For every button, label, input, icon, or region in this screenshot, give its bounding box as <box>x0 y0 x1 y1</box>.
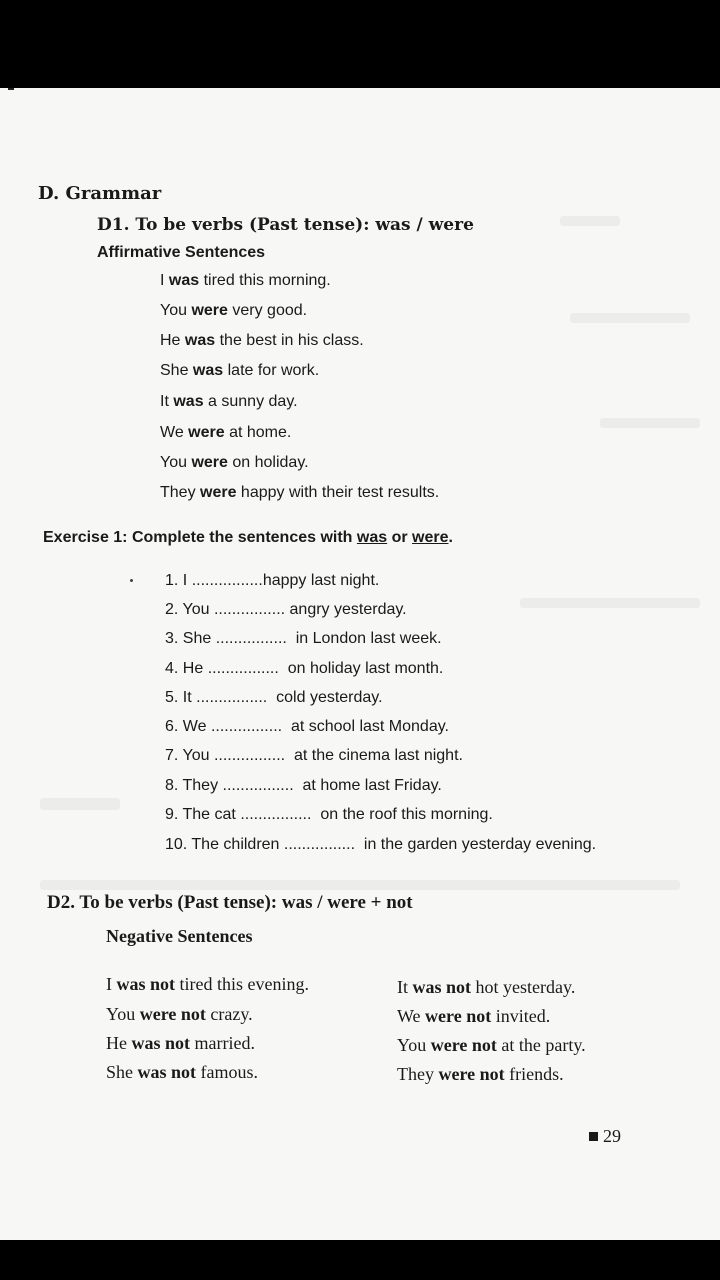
sentence-text: 6. We <box>165 718 211 735</box>
verb-bold: was <box>173 393 204 410</box>
sentence-text: You <box>397 1035 431 1055</box>
sentence-line <box>106 1062 258 1083</box>
verb-bold: were <box>188 424 225 441</box>
verb-bold: was <box>168 272 200 289</box>
sentence-text: happy last night. <box>262 572 380 589</box>
answer-blank: ................ <box>210 718 283 735</box>
sentence-text: in London last week. <box>286 630 442 647</box>
sentence-line <box>165 747 463 765</box>
sentence-line <box>397 1064 564 1085</box>
d2-heading: D2. To be verbs (Past tense): was / were + not <box>47 892 413 913</box>
answer-blank: ................ <box>213 747 286 764</box>
sentence-text: tired this evening. <box>175 974 309 994</box>
sentence-text: at home. <box>224 424 292 441</box>
sentence-text: They <box>160 484 201 501</box>
sentence-line <box>160 424 291 442</box>
answer-blank: ................ <box>283 836 356 853</box>
sentence-line <box>160 272 331 290</box>
answer-blank: ................ <box>215 630 287 647</box>
section-title: D. Grammar <box>38 183 162 204</box>
sentence-line <box>165 660 443 678</box>
sentence-line <box>165 572 379 590</box>
sentence-text: tired this morning. <box>199 272 331 289</box>
sentence-text: She <box>160 362 193 379</box>
sentence-line <box>165 777 442 795</box>
sentence-text: on the roof this morning. <box>311 806 493 823</box>
sentence-text: famous. <box>196 1062 259 1082</box>
sentence-text: We <box>160 424 189 441</box>
sentence-line <box>397 977 575 998</box>
answer-blank: ................ <box>191 572 263 589</box>
sentence-text: 10. The children <box>165 836 284 853</box>
sentence-text: 7. You <box>165 747 214 764</box>
sentence-line <box>165 601 407 619</box>
sentence-line <box>165 806 493 824</box>
verb-bold: were not <box>430 1035 497 1055</box>
sentence-line <box>165 689 383 707</box>
sentence-text: cold yesterday. <box>267 689 383 706</box>
exercise1-title-text: Exercise 1: Complete the sentences with <box>43 529 357 546</box>
bleed-through-mark <box>40 880 680 890</box>
sentence-line <box>160 454 309 472</box>
bleed-through-mark <box>600 418 700 428</box>
exercise1-title-or: or <box>387 529 413 546</box>
sentence-line <box>165 836 596 854</box>
sentence-text: at the party. <box>496 1035 586 1055</box>
sentence-line <box>160 362 319 380</box>
answer-blank: ................ <box>240 806 312 823</box>
verb-bold: were not <box>438 1064 505 1084</box>
textbook-page <box>0 88 720 1240</box>
sentence-text: in the garden yesterday evening. <box>355 836 597 853</box>
sentence-text: He <box>160 332 185 349</box>
affirmative-heading: Affirmative Sentences <box>97 244 266 261</box>
verb-bold: was <box>192 362 224 379</box>
sentence-line <box>106 1033 255 1054</box>
sentence-line <box>397 1006 550 1027</box>
verb-bold: were not <box>425 1006 492 1026</box>
verb-bold: were not <box>139 1004 206 1024</box>
sentence-text: on holiday. <box>227 454 309 471</box>
sentence-line <box>160 484 439 502</box>
sentence-text: He <box>106 1033 132 1053</box>
page-number <box>589 1126 621 1147</box>
sentence-text: It <box>397 977 413 997</box>
sentence-text: angry yesterday. <box>285 601 407 618</box>
sentence-text: friends. <box>504 1064 564 1084</box>
sentence-line <box>106 1004 253 1025</box>
bleed-through-mark <box>570 313 690 323</box>
verb-bold: was not <box>412 977 472 997</box>
sentence-text: We <box>397 1006 426 1026</box>
sentence-text: It <box>160 393 174 410</box>
sentence-text: 2. You <box>165 601 214 618</box>
sentence-text: They <box>397 1064 439 1084</box>
bleed-through-mark <box>560 216 620 226</box>
sentence-text: You <box>160 302 192 319</box>
sentence-text: late for work. <box>223 362 320 379</box>
sentence-text: on holiday last month. <box>278 660 444 677</box>
sentence-text: I <box>106 974 117 994</box>
sentence-line <box>165 630 442 648</box>
sentence-text: I <box>160 272 169 289</box>
scan-mark <box>8 88 14 90</box>
sentence-line <box>106 974 309 995</box>
verb-bold: was not <box>131 1033 191 1053</box>
exercise1-word-were: were <box>412 529 449 546</box>
sentence-text: at school last Monday. <box>282 718 449 735</box>
sentence-text: at home last Friday. <box>293 777 442 794</box>
exercise1-word-was: was <box>356 529 388 546</box>
sentence-text: She <box>106 1062 138 1082</box>
bleed-through-mark <box>40 798 120 810</box>
verb-bold: were <box>200 484 237 501</box>
verb-bold: was not <box>137 1062 197 1082</box>
answer-blank: ................ <box>213 601 286 618</box>
sentence-text: a sunny day. <box>203 393 298 410</box>
sentence-text: 9. The cat <box>165 806 241 823</box>
sentence-text: 5. It <box>165 689 197 706</box>
sentence-text: 1. I <box>165 572 192 589</box>
stray-dot <box>130 579 133 582</box>
answer-blank: ................ <box>222 777 294 794</box>
sentence-line <box>160 302 307 320</box>
sentence-text: very good. <box>227 302 308 319</box>
verb-bold: were <box>191 454 228 471</box>
verb-bold: were <box>191 302 228 319</box>
exercise1-title-end: . <box>448 529 453 546</box>
sentence-text: the best in his class. <box>215 332 364 349</box>
sentence-line <box>160 332 364 350</box>
sentence-text: 8. They <box>165 777 223 794</box>
sentence-line <box>397 1035 586 1056</box>
sentence-text: 3. She <box>165 630 216 647</box>
sentence-text: You <box>106 1004 140 1024</box>
sentence-text: 4. He <box>165 660 208 677</box>
square-bullet-icon <box>589 1132 598 1141</box>
page-number-text: 29 <box>603 1126 621 1146</box>
bleed-through-mark <box>520 598 700 608</box>
negative-heading: Negative Sentences <box>106 926 253 946</box>
sentence-text: happy with their test results. <box>236 484 440 501</box>
sentence-text: hot yesterday. <box>471 977 576 997</box>
answer-blank: ................ <box>207 660 279 677</box>
verb-bold: was <box>184 332 216 349</box>
verb-bold: was not <box>116 974 176 994</box>
sentence-line <box>165 718 449 736</box>
sentence-line <box>160 393 298 411</box>
d1-heading: D1. To be verbs (Past tense): was / were <box>97 215 474 235</box>
answer-blank: ................ <box>196 689 268 706</box>
exercise1-title <box>43 529 453 547</box>
sentence-text: crazy. <box>205 1004 253 1024</box>
sentence-text: invited. <box>491 1006 551 1026</box>
sentence-text: at the cinema last night. <box>285 747 463 764</box>
sentence-text: married. <box>190 1033 255 1053</box>
sentence-text: You <box>160 454 192 471</box>
